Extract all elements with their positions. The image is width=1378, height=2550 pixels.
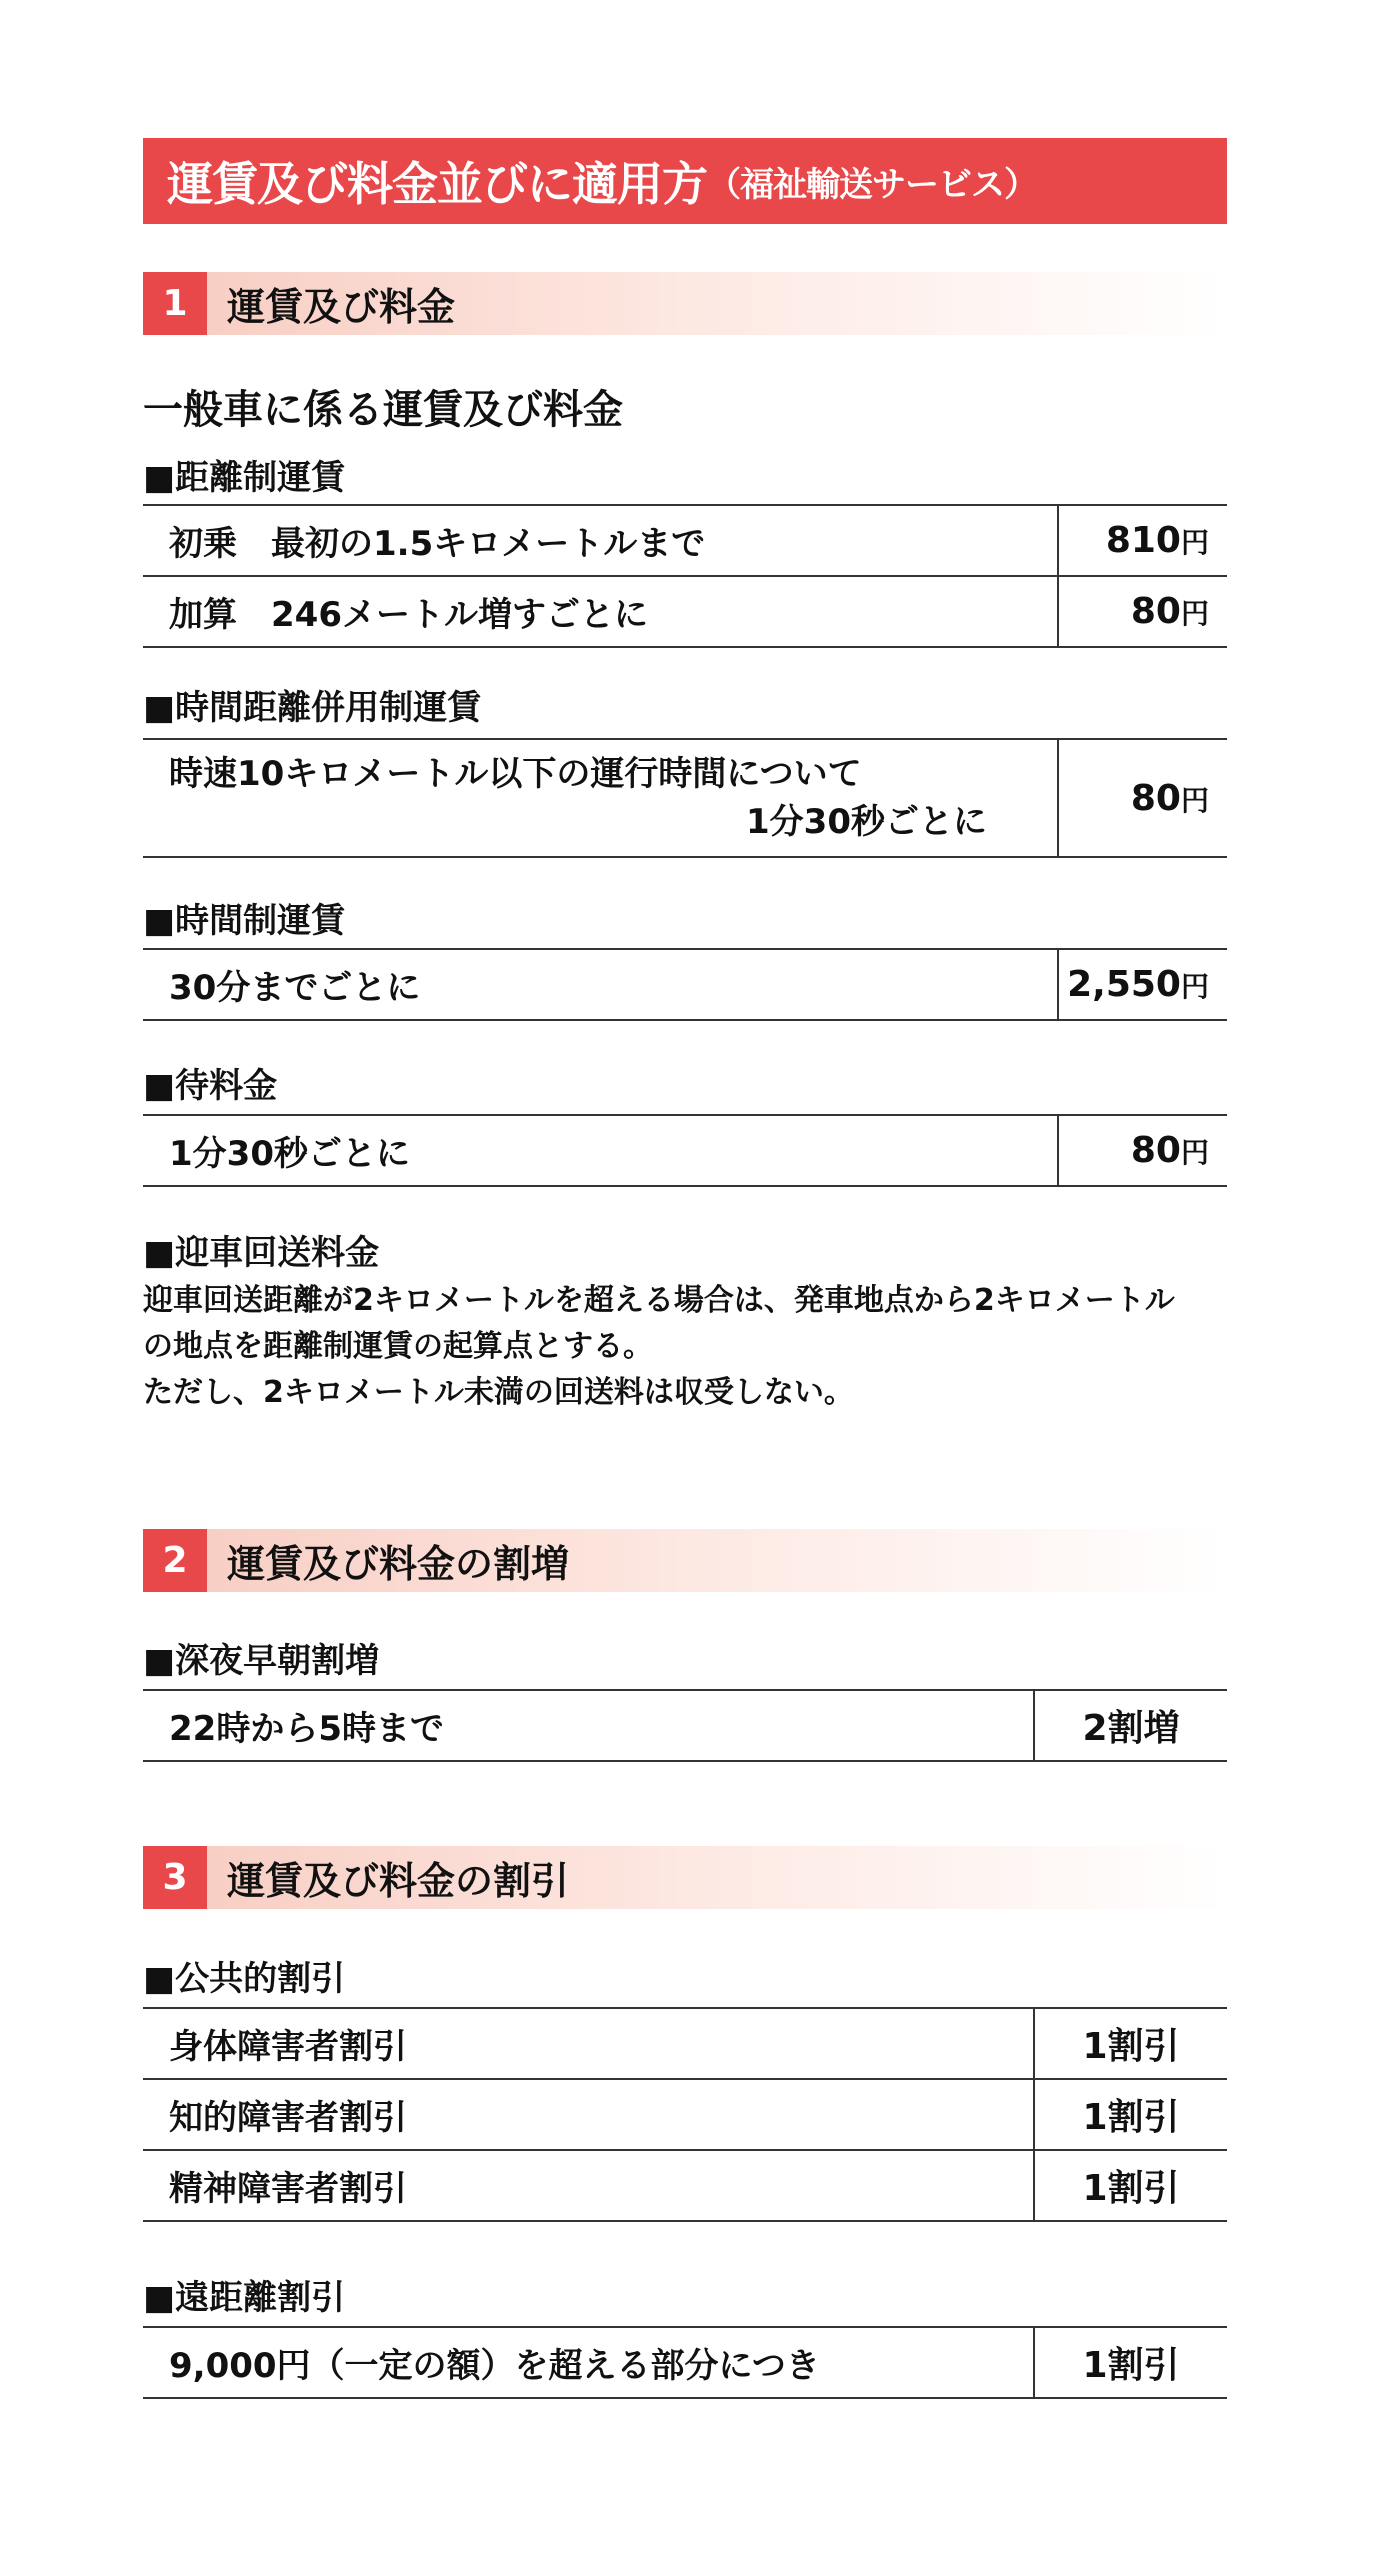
table-row <box>143 1115 1227 1186</box>
waiting-heading: ■待料金 <box>143 1066 278 1106</box>
table-row <box>143 2327 1227 2398</box>
time-table <box>143 948 1227 1021</box>
row-value: 80円 <box>1058 1115 1227 1186</box>
table-row <box>143 505 1227 576</box>
row-label: 加算 246メートル増すごとに <box>143 576 1058 647</box>
page-title <box>143 138 1227 224</box>
section-number: 2 <box>143 1529 207 1592</box>
distance-table <box>143 504 1227 648</box>
table-row <box>143 739 1227 857</box>
row-label: 初乗 最初の1.5キロメートルまで <box>143 505 1058 576</box>
long-table <box>143 2326 1227 2399</box>
section-number: 1 <box>143 272 207 335</box>
pickup-heading: ■迎車回送料金 <box>143 1233 380 1273</box>
table-row <box>143 2079 1227 2150</box>
section-1-header <box>143 272 1227 335</box>
section-label: 運賃及び料金の割増 <box>227 1542 570 1586</box>
time-distance-table <box>143 738 1227 858</box>
row-value: 80円 <box>1058 576 1227 647</box>
row-value: 2,550円 <box>1058 949 1227 1020</box>
title-main: 運賃及び料金並びに適用方 <box>167 157 707 211</box>
night-heading: ■深夜早朝割増 <box>143 1641 380 1681</box>
row-label: 9,000円（一定の額）を超える部分につき <box>143 2327 1034 2398</box>
section-number: 3 <box>143 1846 207 1909</box>
row-label: 30分までごとに <box>143 949 1058 1020</box>
row-value: 1割引 <box>1034 2150 1227 2221</box>
time-distance-heading: ■時間距離併用制運賃 <box>143 688 482 728</box>
table-row <box>143 2008 1227 2079</box>
row-label: 時速10キロメートル以下の運行時間について 1分30秒ごとに <box>143 739 1058 857</box>
pickup-description: 迎車回送距離が2キロメートルを超える場合は、発車地点から2キロメートル の地点を距離制運賃の起算点とする。 ただし、2キロメートル未満の回送料は収受しない。 <box>143 1283 1175 1410</box>
public-table <box>143 2007 1227 2222</box>
row-value: 1割引 <box>1034 2008 1227 2079</box>
title-sub: （福祉輸送サービス） <box>707 164 1037 205</box>
long-heading: ■遠距離割引 <box>143 2278 346 2318</box>
row-label: 知的障害者割引 <box>143 2079 1034 2150</box>
table-row <box>143 1690 1227 1761</box>
night-table <box>143 1689 1227 1762</box>
row-label: 身体障害者割引 <box>143 2008 1034 2079</box>
row-label: 1分30秒ごとに <box>143 1115 1058 1186</box>
time-heading: ■時間制運賃 <box>143 901 346 941</box>
row-value: 80円 <box>1058 739 1227 857</box>
table-row <box>143 576 1227 647</box>
row-value: 810円 <box>1058 505 1227 576</box>
distance-heading: ■距離制運賃 <box>143 458 346 498</box>
section-3-header <box>143 1846 1227 1909</box>
waiting-table <box>143 1114 1227 1187</box>
general-heading: 一般車に係る運賃及び料金 <box>143 387 623 433</box>
section-label: 運賃及び料金 <box>227 285 456 329</box>
row-label: 22時から5時まで <box>143 1690 1034 1761</box>
row-value: 1割引 <box>1034 2327 1227 2398</box>
table-row <box>143 2150 1227 2221</box>
section-label: 運賃及び料金の割引 <box>227 1859 570 1903</box>
public-heading: ■公共的割引 <box>143 1959 346 1999</box>
table-row <box>143 949 1227 1020</box>
row-value: 2割増 <box>1034 1690 1227 1761</box>
row-value: 1割引 <box>1034 2079 1227 2150</box>
section-2-header <box>143 1529 1227 1592</box>
row-label: 精神障害者割引 <box>143 2150 1034 2221</box>
